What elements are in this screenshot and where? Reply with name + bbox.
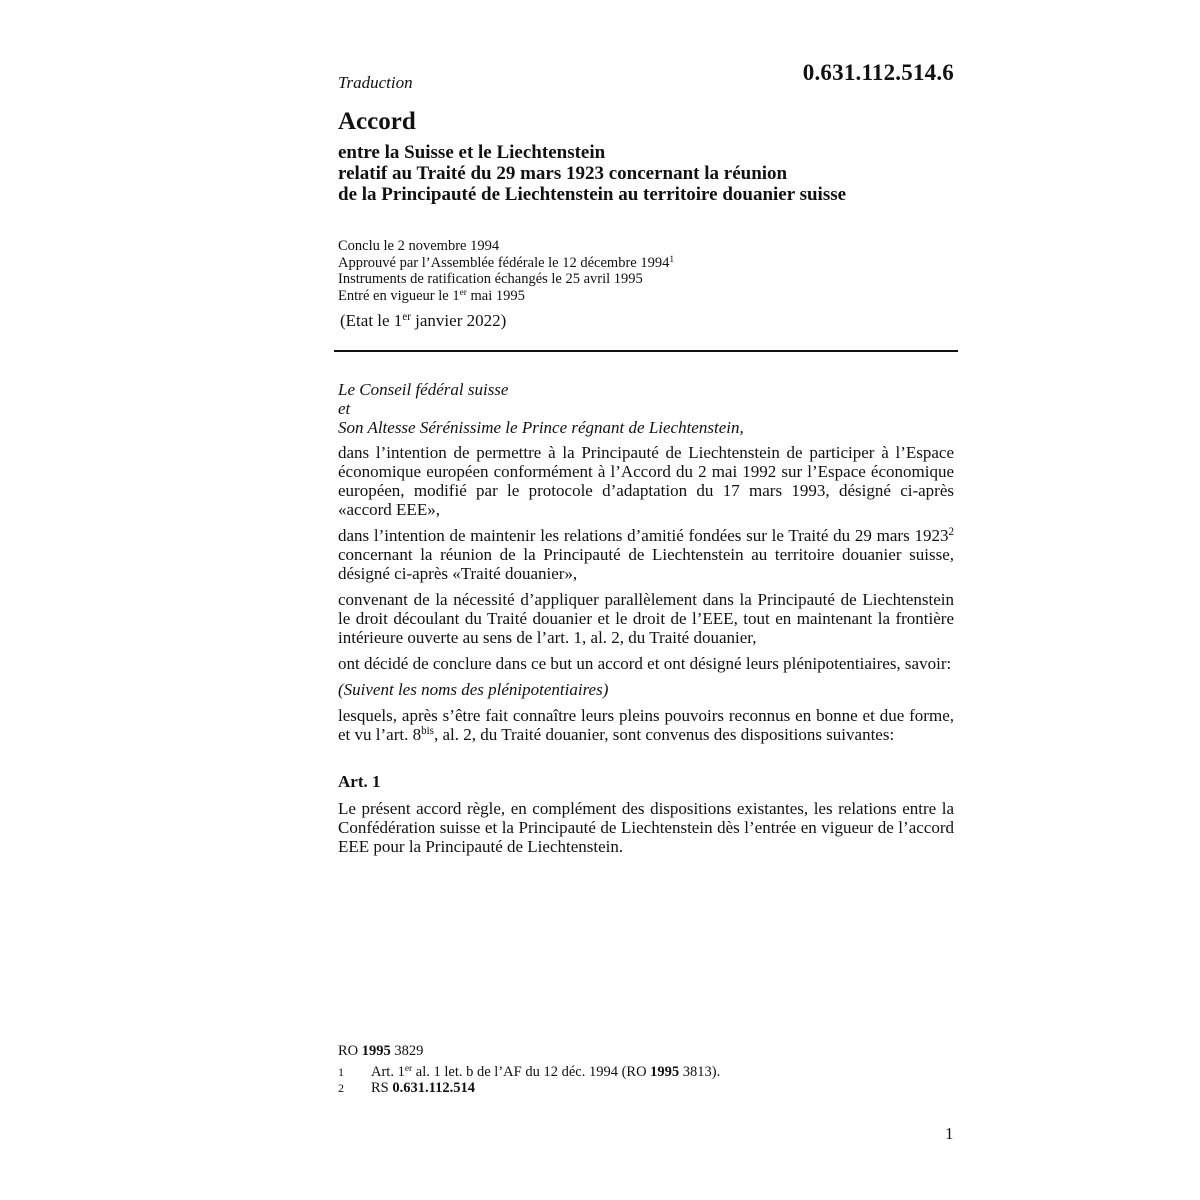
paragraph-text-end: , al. 2, du Traité douanier, sont convenus des dispositions suivantes: (434, 725, 895, 744)
translation-label: Traduction (338, 73, 413, 92)
status-text-end: janvier 2022) (410, 311, 507, 330)
ro-year: 1995 (361, 1043, 391, 1059)
ordinal-sup: er (459, 287, 467, 298)
fn-text: al. 1 let. b de l’AF du 12 déc. 1994 (RO (412, 1064, 651, 1080)
footnote-item (338, 1080, 720, 1096)
subtitle-line: entre la Suisse et le Liechtenstein (338, 142, 606, 163)
fn-text: 3813). (679, 1064, 721, 1080)
entry-text-end: mai 1995 (466, 287, 525, 304)
ordinal-sup: er (404, 1063, 413, 1074)
preamble-paragraph: ont décidé de conclure dans ce but un accord et ont désigné leurs plénipotentiaires, savoir: (338, 654, 952, 673)
paragraph-text: dans l’intention de maintenir les relations d’amitié fondées sur le Traité du 29 mars 1923 (338, 526, 949, 545)
ro-page: 3829 (390, 1043, 424, 1059)
footnote-ref[interactable]: 2 (948, 525, 954, 538)
paragraph-text: lesquels, après s’être fait connaître leurs pleins pouvoirs reconnus en bonne et due forme, et vu l’art. 8 (338, 706, 954, 744)
party-line: et (338, 399, 351, 418)
approval-line (338, 255, 674, 272)
footnote-number: 1 (338, 1065, 344, 1079)
fn-text: RS (371, 1080, 393, 1096)
document-metadata (338, 238, 674, 304)
fn-year: 1995 (650, 1064, 680, 1080)
ordinal-sup: er (402, 310, 411, 323)
article-heading: Art. 1 (338, 772, 381, 791)
horizontal-divider (334, 350, 958, 352)
document-subtitle (338, 142, 958, 205)
bis-sup: bis (421, 724, 434, 737)
page-number: 1 (945, 1124, 954, 1143)
preamble-paragraph (338, 526, 954, 583)
party-line: Son Altesse Sérénissime le Prince régnant de Liechtenstein, (338, 418, 744, 437)
paragraph-text-end: concernant la réunion de la Principauté de Liechtenstein au territoire douanier suisse, désigné ci-après «Traité douanier», (338, 545, 954, 583)
approval-text: Approuvé par l’Assemblée fédérale le 12 décembre 1994 (338, 254, 670, 271)
footnote-item (338, 1064, 720, 1080)
footnotes (338, 1064, 720, 1096)
party-line: Le Conseil fédéral suisse (338, 380, 509, 399)
ratification-line: Instruments de ratification échangés le 25 avril 1995 (338, 271, 643, 287)
status-text: (Etat le 1 (340, 311, 403, 330)
footnote-text (371, 1064, 720, 1080)
preamble-paragraph (338, 706, 954, 744)
document-body (338, 380, 954, 856)
ro-reference (338, 1043, 423, 1060)
entry-into-force-line (338, 288, 674, 305)
rs-number: 0.631.112.514.6 (802, 60, 954, 85)
entry-text: Entré en vigueur le 1 (338, 287, 460, 304)
ro-prefix: RO (338, 1043, 362, 1059)
footnote-text (371, 1080, 475, 1096)
preamble-paragraph-italic: (Suivent les noms des plénipotentiaires) (338, 680, 609, 699)
fn-rs-link[interactable]: 0.631.112.514 (392, 1080, 475, 1096)
fn-text: Art. 1 (371, 1064, 405, 1080)
conclusion-date: Conclu le 2 novembre 1994 (338, 238, 500, 254)
footnote-number: 2 (338, 1081, 344, 1095)
preamble-paragraph: dans l’intention de permettre à la Principauté de Liechtenstein de participer à l’Espace économique européen conformément à l’Accord du 2 mai 1992 sur l’Espace économique européen, modifié par le protocole d’adaptation du 17 mars 1993, désigné ci-après «accord EEE», (338, 443, 954, 519)
document-title: Accord (338, 108, 416, 135)
status-date (340, 311, 506, 331)
footnote-ref[interactable]: 1 (669, 254, 675, 265)
subtitle-line: de la Principauté de Liechtenstein au territoire douanier suisse (338, 184, 847, 205)
preamble-paragraph: convenant de la nécessité d’appliquer parallèlement dans la Principauté de Liechtenstein le droit découlant du Traité douanier et le droit de l’EEE, tout en maintenant la frontière intérieure ouverte au sens de l’art. 1, al. 2, du Traité douanier, (338, 590, 954, 647)
subtitle-line: relatif au Traité du 29 mars 1923 concernant la réunion (338, 163, 788, 184)
article-text: Le présent accord règle, en complément des dispositions existantes, les relations entre la Confédération suisse et la Principauté de Liechtenstein dès l’entrée en vigueur de l’accord EEE pour la Principauté de Liechtenstein. (338, 799, 954, 856)
